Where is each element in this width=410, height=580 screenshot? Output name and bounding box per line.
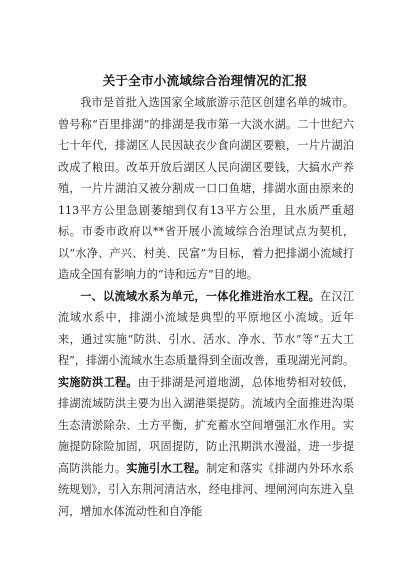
water-diversion-text: 制定和落实《排湖内外环水系统规划》，引入东荆河清洁水，经电排河、埋闸河向东进入皇河，增加水体流动性和自净能 [58,461,354,518]
section-1-paragraph [58,286,354,523]
flood-control-heading: 实施防洪工程。 [58,375,138,389]
water-diversion-heading: 实施引水工程。 [126,461,207,475]
section-1-intro: 在汉江流域水系中，排湖小流域是典型的平原地区小流域。近年来，通过实施“防洪、引水、活水、净水、节水”等“五大工程”，排湖小流域水生态质量得到全面改善，重现湖光河韵。 [58,289,354,367]
document-body [58,92,354,522]
section-1-heading: 一、以流域水系为单元，一体化推进治水工程。 [80,289,321,303]
flood-control-text: 由于排湖是河道地湖，总体地势相对较低，排湖流域防洪主要为出入湖港渠提防。流域内全面推进沟渠生态清淤除杂、土方平衡，扩充蓄水空间增强汇水作用。实施提防除险加固，巩固提防，防止汛期洪水漫溢，进一步提高防洪能力。 [58,375,354,475]
intro-paragraph: 我市是首批入选国家全域旅游示范区创建名单的城市。曾号称“百里排湖”的排湖是我市第一大淡水湖。二十世纪六七十年代，排湖区人民因缺衣少食向湖区要粮，一片片湖泊改成了粮田。改革开放后湖区人民向湖区要钱，大搞水产养殖，一片片湖泊又被分割成一口口鱼塘，排湖水面由原来的113平方公里急剧萎缩到仅有13平方公里，且水质严重超标。市委市政府以**省开展小流域综合治理试点为契机，以“水净、产兴、村美、民富”为目标，着力把排湖小流域打造成全国有影响力的“诗和远方”目的地。 [58,96,354,281]
document-title: 关于全市小流域综合治理情况的汇报 [102,73,308,88]
